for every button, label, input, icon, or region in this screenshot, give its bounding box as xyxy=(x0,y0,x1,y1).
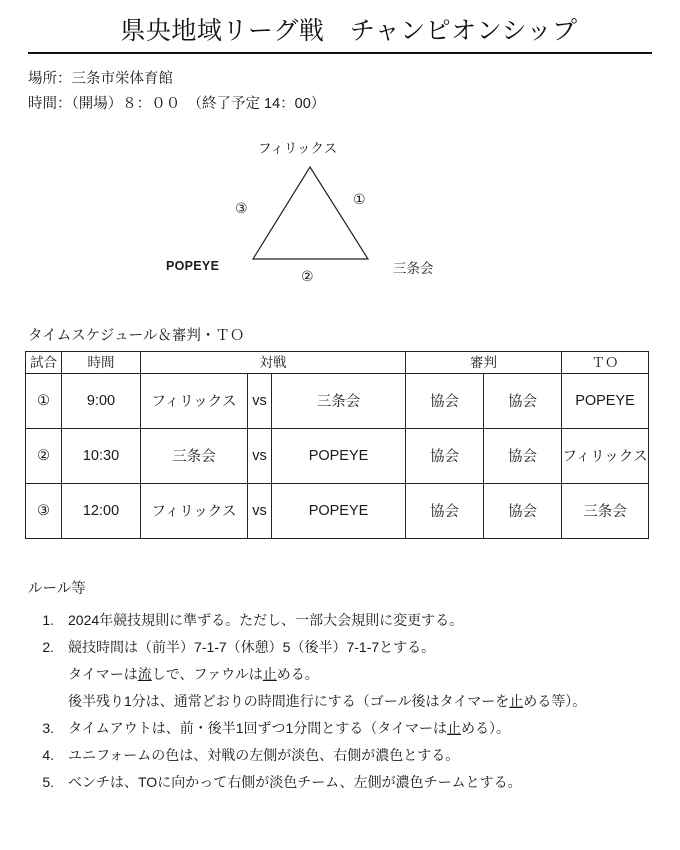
rule-text: 競技時間は（前半）7-1-7（休憩）5（後半）7-1-7とする。 xyxy=(68,638,436,655)
cell-team2: POPEYE xyxy=(272,483,406,538)
cell-time: 10:30 xyxy=(62,428,141,483)
rule-text: 2024年競技規則に準ずる。ただし、一部大会規則に変更する。 xyxy=(68,611,464,628)
col-header-time: 時間 xyxy=(62,351,141,373)
triangle-outline xyxy=(253,167,368,259)
col-header-to: ＴＯ xyxy=(562,351,649,373)
rule-subline xyxy=(68,661,680,688)
cell-team1: 三条会 xyxy=(141,428,248,483)
table-row xyxy=(26,428,649,483)
rule-subline-text-2: 後半残り1分は、通常どおりの時間進行にする（ゴール後はタイマーを止める等）。 xyxy=(68,692,587,709)
cell-team1: フィリックス xyxy=(141,373,248,428)
cell-team1: フィリックス xyxy=(141,483,248,538)
page-title: 県央地域リーグ戦 チャンピオンシップ xyxy=(120,17,578,45)
rules-section xyxy=(28,577,680,796)
venue-line: 場所：三条市栄体育館 xyxy=(28,70,173,87)
cell-vs: vs xyxy=(248,483,272,538)
cell-team2: POPEYE xyxy=(272,428,406,483)
diagram-edge-label-2: ② xyxy=(301,267,314,284)
cell-to: 三条会 xyxy=(562,483,649,538)
cell-referee2: 協会 xyxy=(484,428,562,483)
cell-time: 12:00 xyxy=(62,483,141,538)
rule-number: 3. xyxy=(42,719,54,736)
title-divider xyxy=(28,52,652,54)
matchup-triangle-diagram xyxy=(0,129,680,324)
rule-text: ベンチは、TOに向かって右側が淡色チーム、左側が濃色チームとする。 xyxy=(68,773,522,790)
table-row xyxy=(26,373,649,428)
rule-subline-text-1: タイマーは流しで、ファウルは止める。 xyxy=(68,665,319,682)
rule-text: ユニフォームの色は、対戦の左側が淡色、右側が濃色とする。 xyxy=(68,746,460,763)
cell-time: 9:00 xyxy=(62,373,141,428)
rule-number: 1. xyxy=(42,611,54,628)
col-header-match: 試合 xyxy=(26,351,62,373)
rule-item xyxy=(28,634,680,661)
cell-to: フィリックス xyxy=(562,428,649,483)
rule-item xyxy=(28,715,680,742)
diagram-edge-label-1: ① xyxy=(353,190,366,207)
cell-referee2: 協会 xyxy=(484,483,562,538)
schedule-heading: タイムスケジュール＆審判・ＴＯ xyxy=(28,327,245,344)
col-header-matchup: 対戦 xyxy=(141,351,406,373)
cell-match: ① xyxy=(26,373,62,428)
cell-vs: vs xyxy=(248,373,272,428)
rule-item xyxy=(28,607,680,634)
time-line: 時間：（開場）８：００ （終了予定 14：00） xyxy=(28,95,326,112)
cell-vs: vs xyxy=(248,428,272,483)
diagram-team-top: フィリックス xyxy=(258,140,338,156)
cell-referee1: 協会 xyxy=(406,373,484,428)
cell-referee1: 協会 xyxy=(406,428,484,483)
rule-item xyxy=(28,742,680,769)
cell-referee2: 協会 xyxy=(484,373,562,428)
schedule-table xyxy=(25,351,649,539)
table-row xyxy=(26,483,649,538)
diagram-edge-label-3: ③ xyxy=(235,199,248,216)
rule-text: タイムアウトは、前・後半1回ずつ1分間とする（タイマーは止める）。 xyxy=(68,719,511,736)
cell-to: POPEYE xyxy=(562,373,649,428)
document-header xyxy=(0,0,680,54)
diagram-team-right: 三条会 xyxy=(393,260,434,276)
rule-number: 5. xyxy=(42,773,54,790)
triangle-shape xyxy=(0,129,680,324)
cell-match: ② xyxy=(26,428,62,483)
cell-match: ③ xyxy=(26,483,62,538)
table-header-row xyxy=(26,351,649,373)
rule-item xyxy=(28,769,680,796)
diagram-team-left: POPEYE xyxy=(166,258,220,273)
rule-number: 2. xyxy=(42,638,54,655)
event-details xyxy=(28,67,680,117)
cell-team2: 三条会 xyxy=(272,373,406,428)
rule-subline xyxy=(68,688,680,715)
rules-heading: ルール等 xyxy=(28,580,86,597)
col-header-referee: 審判 xyxy=(406,351,562,373)
cell-referee1: 協会 xyxy=(406,483,484,538)
rule-number: 4. xyxy=(42,746,54,763)
